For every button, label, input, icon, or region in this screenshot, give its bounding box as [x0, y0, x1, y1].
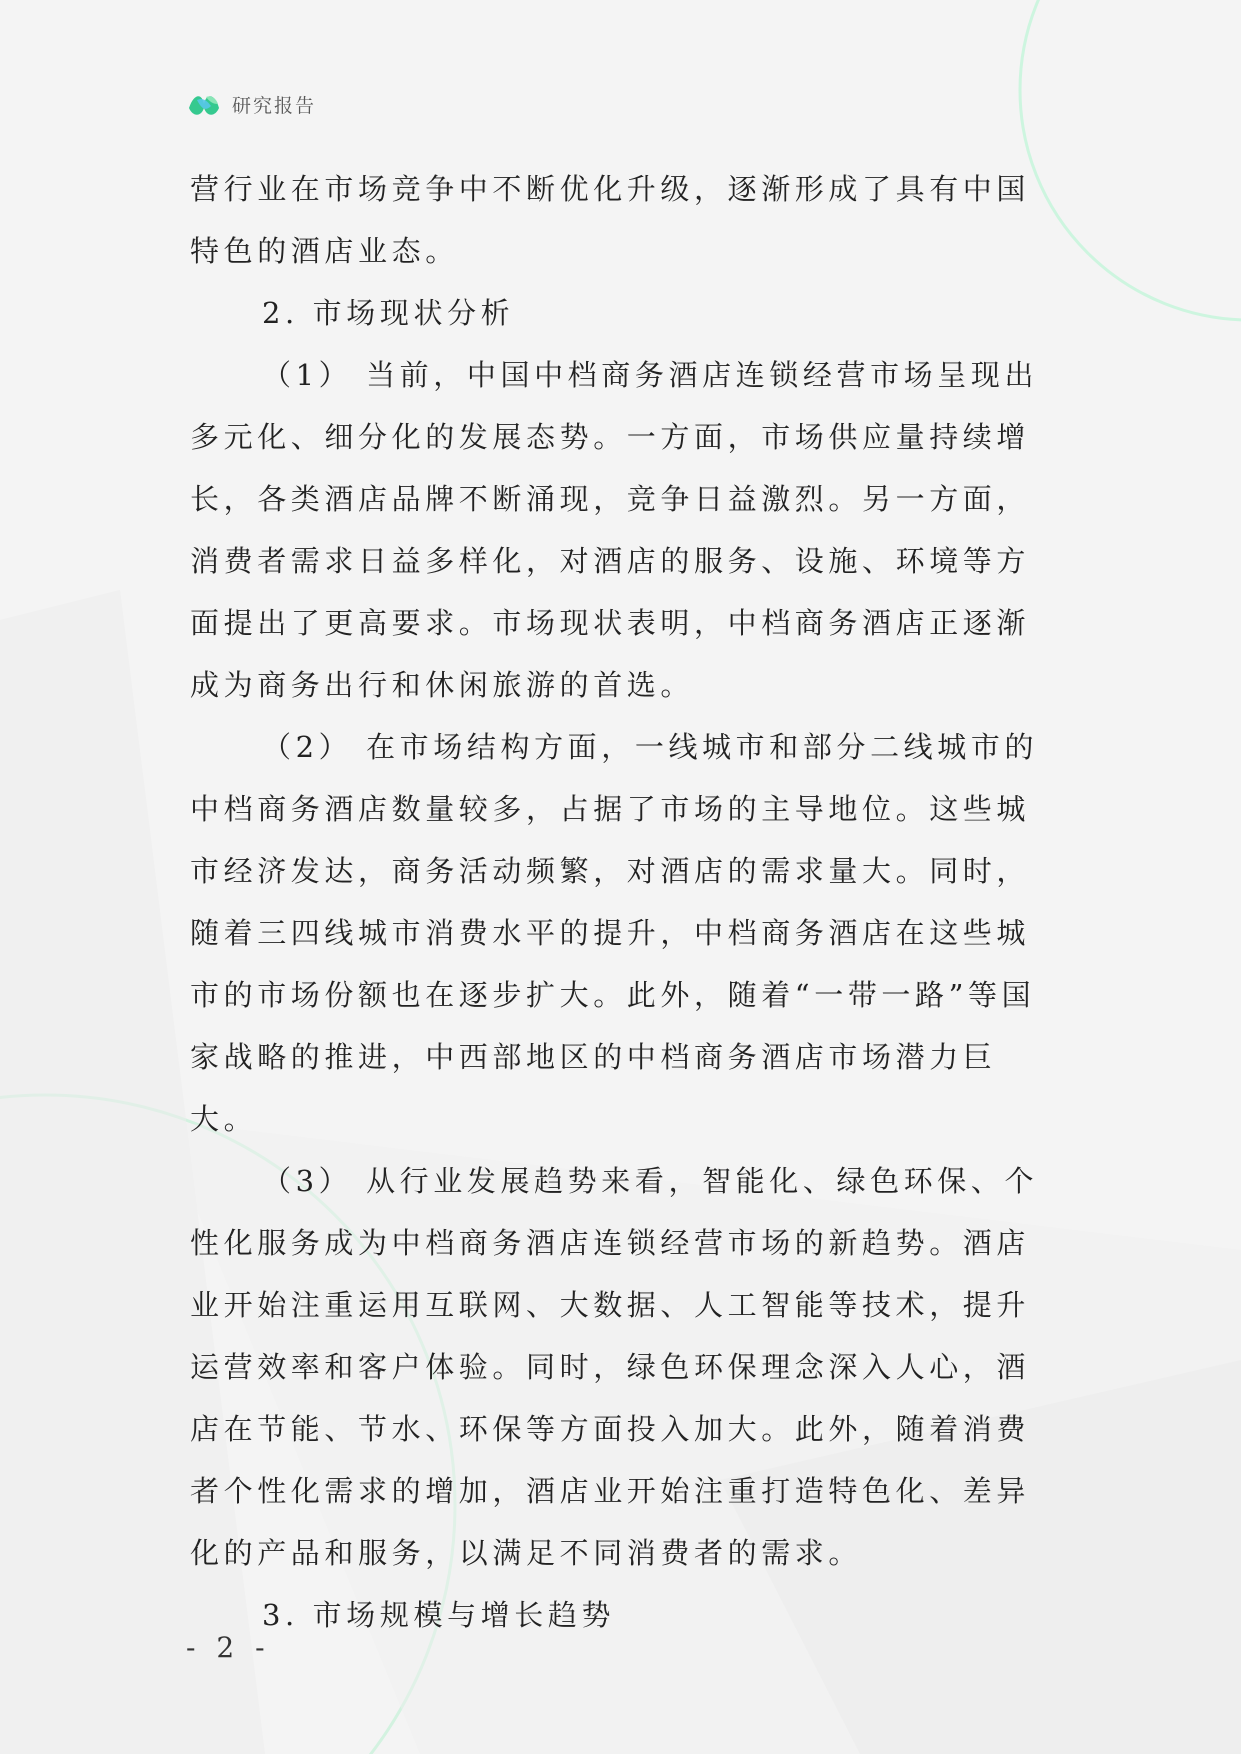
- paragraph-market-status-1: （1） 当前，中国中档商务酒店连锁经营市场呈现出多元化、细分化的发展态势。一方面，市场供应量持续增长，各类酒店品牌不断涌现，竞争日益激烈。另一方面，消费者需求日益多样化，对酒店的服务、设施、环境等方面提出了更高要求。市场现状表明，中档商务酒店正逐渐成为商务出行和休闲旅游的首选。: [190, 358, 1039, 702]
- report-header: [186, 88, 316, 120]
- paragraph-market-status-2: （2） 在市场结构方面，一线城市和部分二线城市的中档商务酒店数量较多，占据了市场的主导地位。这些城市经济发达，商务活动频繁，对酒店的需求量大。同时，随着三四线城市消费水平的提升，中档商务酒店在这些城市的市场份额也在逐步扩大。此外，随着“一带一路”等国家战略的推进，中西部地区的中档商务酒店市场潜力巨大。: [190, 730, 1039, 1136]
- report-logo-icon: [186, 88, 222, 120]
- section-heading-market-status: 2. 市场现状分析: [262, 296, 515, 330]
- report-header-title: 研究报告: [232, 94, 317, 117]
- section-heading-market-size: 3. 市场规模与增长趋势: [262, 1598, 616, 1632]
- paragraph-market-status-3: （3） 从行业发展趋势来看，智能化、绿色环保、个性化服务成为中档商务酒店连锁经营市场的新趋势。酒店业开始注重运用互联网、大数据、人工智能等技术，提升运营效率和客户体验。同时，绿色环保理念深入人心，酒店在节能、节水、环保等方面投入加大。此外，随着消费者个性化需求的增加，酒店业开始注重打造特色化、差异化的产品和服务，以满足不同消费者的需求。: [190, 1164, 1039, 1570]
- page-number: - 2 -: [186, 1631, 271, 1664]
- continued-paragraph: 营行业在市场竞争中不断优化升级，逐渐形成了具有中国特色的酒店业态。: [190, 172, 1031, 268]
- document-body: [190, 158, 1060, 1646]
